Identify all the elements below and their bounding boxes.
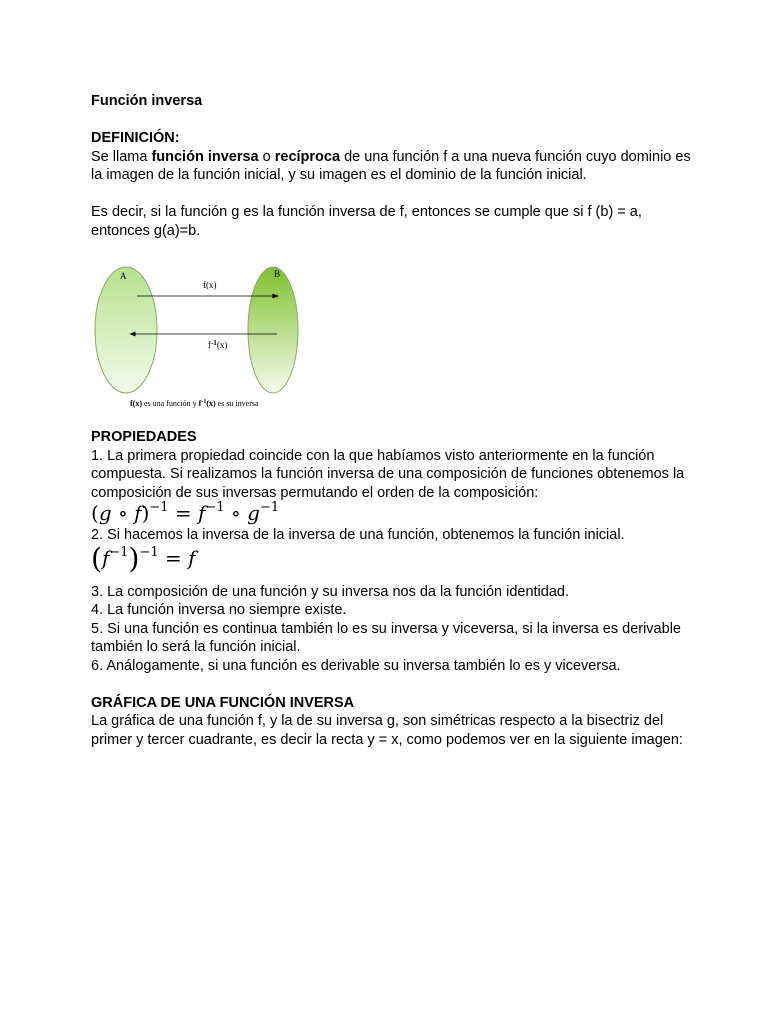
diagram-svg (92, 262, 322, 412)
property-5: 5. Si una función es continua también lo es su inversa y viceversa, si la inversa es derivable también lo será la función inicial. (91, 620, 681, 655)
page-title: Función inversa (91, 93, 203, 109)
spacer (91, 675, 691, 694)
definition-heading: DEFINICIÓN: (91, 130, 180, 146)
property-3: 3. La composición de una función y su inversa nos da la función identidad. (91, 583, 570, 600)
set-b-ellipse (248, 267, 298, 393)
definition-text-mid: o (258, 148, 275, 165)
spacer (91, 412, 691, 428)
document-content (91, 92, 691, 749)
property-6: 6. Análogamente, si una función es derivable su inversa también lo es y viceversa. (91, 657, 621, 674)
graph-paragraph: La gráfica de una función f, y la de su inversa g, son simétricas respecto a la bisectriz del primer y tercer cuadrante, es decir la recta y = x, como podemos ver en la siguiente imagen: (91, 713, 683, 748)
definition-bold-reciproca: recíproca (274, 148, 341, 165)
spacer (91, 185, 691, 204)
property-4: 4. La función inversa no siempre existe. (91, 602, 347, 618)
formula-composition-inverse: (g ∘ $f)^{-1} = f^{-1}$ ∘ $g^{-1}$ (91, 500, 280, 525)
formula-inverse-of-inverse: $(f^{-1})^{-1} = f$ (91, 541, 196, 575)
properties-heading: PROPIEDADES (91, 429, 197, 445)
definition-example-paragraph: Es decir, si la función g es la función inversa de f, entonces se cumple que si f (b) = a, entonces g(a)=b. (91, 204, 642, 239)
inverse-function-diagram (92, 262, 322, 412)
spacer (91, 111, 691, 130)
set-a-ellipse (95, 267, 157, 393)
definition-paragraph (91, 148, 691, 185)
definition-text-post: de una función f a una nueva función cuyo dominio es la imagen de la función inicial, y su imagen es el dominio de la función inicial. (91, 148, 691, 183)
definition-bold-inversa: función inversa (151, 148, 259, 165)
set-b-label: B (274, 269, 281, 279)
property-2: 2. Si hacemos la inversa de la inversa de una función, obtenemos la función inicial. (91, 527, 625, 543)
graph-heading: GRÁFICA DE UNA FUNCIÓN INVERSA (91, 694, 355, 711)
property-1: 1. La primera propiedad coincide con la que habíamos visto anteriormente en la función compuesta. Si realizamos la función inversa de una composición de funciones obtenemos la composición de sus inversas permutando el orden de la composición: (91, 447, 685, 501)
definition-text-pre: Se llama (91, 148, 152, 165)
diagram-caption: f(x) es una función y $f^{-1}(x)$ es su inversa (130, 399, 259, 408)
arrow-f-label: f(x) (203, 280, 217, 290)
set-a-label: A (120, 271, 127, 281)
arrow-f-inverse-label: $f^{-1}(x)$ (208, 339, 228, 350)
